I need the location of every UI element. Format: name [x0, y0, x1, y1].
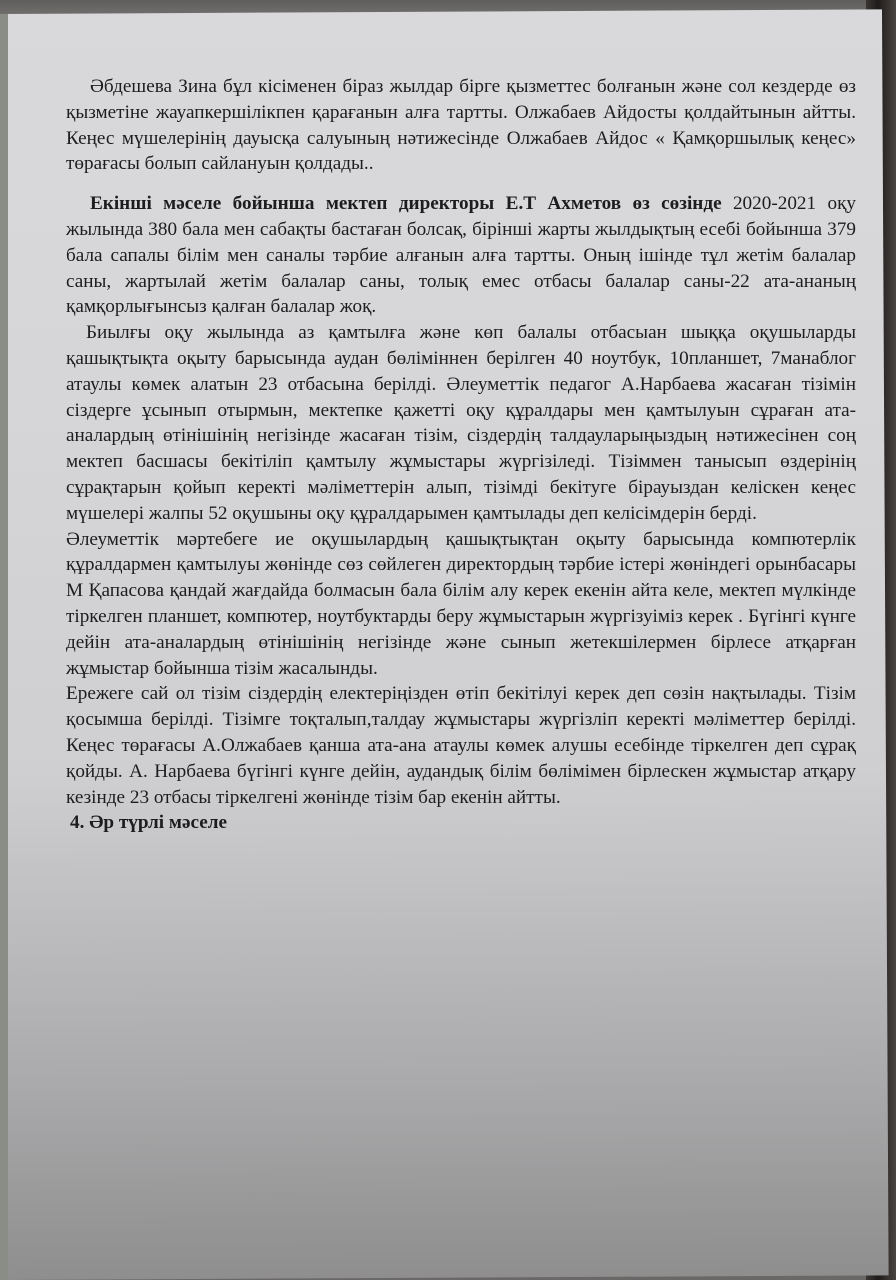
paragraph-1: Әбдешева Зина бұл кісіменен біраз жылдар бірге қызметтес болғанын және сол кездерде өз қызметіне жауапкершілікпен қарағанын алға тартты. Олжабаев Айдосты қолдайтынын айтты. Кеңес мүшелерінің дауысқа салуының нәтижесінде Олжабаев Айдос « Қамқоршылық кеңес» төрағасы болып сайлануын қолдады.. — [66, 76, 856, 175]
paper-left-edge — [0, 14, 8, 1280]
paragraph-3: Биылғы оқу жылында аз қамтылға және көп балалы отбасыан шыққа оқушыларды қашықтықта оқыту барысында аудан бөліміннен берілген 40 ноутбук, 10планшет, 7манаблог атаулы көмек алатын 23 отбасына берілді. Әлеуметтік педагог А.Нарбаева жасаған тізімін сіздерге ұсынып отырмын, мектепке қажетті оқу құралдары мен қамтылуын сұраған ата-аналардың өтінішінің негізінде жасаған тізім, сіздердің талдауларыңыздың нәтижесінен соң мектеп басшасы бекітіліп қамтылу жұмыстары жүргізіледі. Тізіммен танысып өздерінің сұрақтарын қойып керекті мәліметтерін алып, тізімді бекітуге бірауыздан келіскен кеңес мүшелері жалпы 52 оқушыны оқу құралдарымен қамтылады деп келісімдерін берді. — [66, 322, 856, 524]
paragraph-4: Әлеуметтік мәртебеге ие оқушылардың қашықтықтан оқыту барысында компютерлік құралдармен қамтылуы жөнінде сөз сөйлеген директордың тәрбие істері жөніндегі орынбасары М Қапасова қандай жағдайда болмасын бала білім алу керек екенін айта келе, мектеп мүлкінде тіркелген планшет, компютер, ноутбуктарды беру жұмыстарын жүргізуіміз керек . Бүгінгі күнге дейін ата-аналардың өтінішінің негізінде және сынып жетекшілермен бірлесе атқарған жұмыстар бойынша тізім жасалынды. — [66, 528, 856, 679]
paragraph-2-bold-lead: Екінші мәселе бойынша мектеп директоры Е.Т Ахметов өз сөзінде — [90, 193, 722, 215]
paragraph-2-text: 2020-2021 оқу жылында 380 бала мен сабақты бастаған болсақ, бірінші жарты жылдықтың есебі бойынша 379 бала сапалы білім мен саналы тәрбие алғанын алға тартты. Оның ішінде тұл жетім балалар саны, жартылай жетім балалар саны, толық емес отбасы балалар саны-22 ата-ананың қамқорлығынсыз қалған балалар жоқ. — [66, 193, 856, 318]
document-body — [66, 74, 856, 836]
paragraph-5: Ережеге сай ол тізім сіздердің електеріңізден өтіп бекітілуі керек деп сөзін нақтылады. Тізім қосымша берілді. Тізімге тоқталып,талдау жұмыстары жүргізліп керекті мәліметтер берілді. Кеңес төрағасы А.Олжабаев қанша ата-ана атаулы көмек алушы есебінде тіркелген деп сұрақ қойды. А. Нарбаева бүгінгі күнге дейін, аудандық білім бөлімімен бірлескен жұмыстар атқару кезінде 23 отбасы тіркелгені жөнінде тізім бар екенін айтты. — [66, 683, 856, 808]
paragraph-2 — [66, 191, 856, 320]
section-heading: 4. Әр түрлі мәселе — [70, 812, 228, 834]
